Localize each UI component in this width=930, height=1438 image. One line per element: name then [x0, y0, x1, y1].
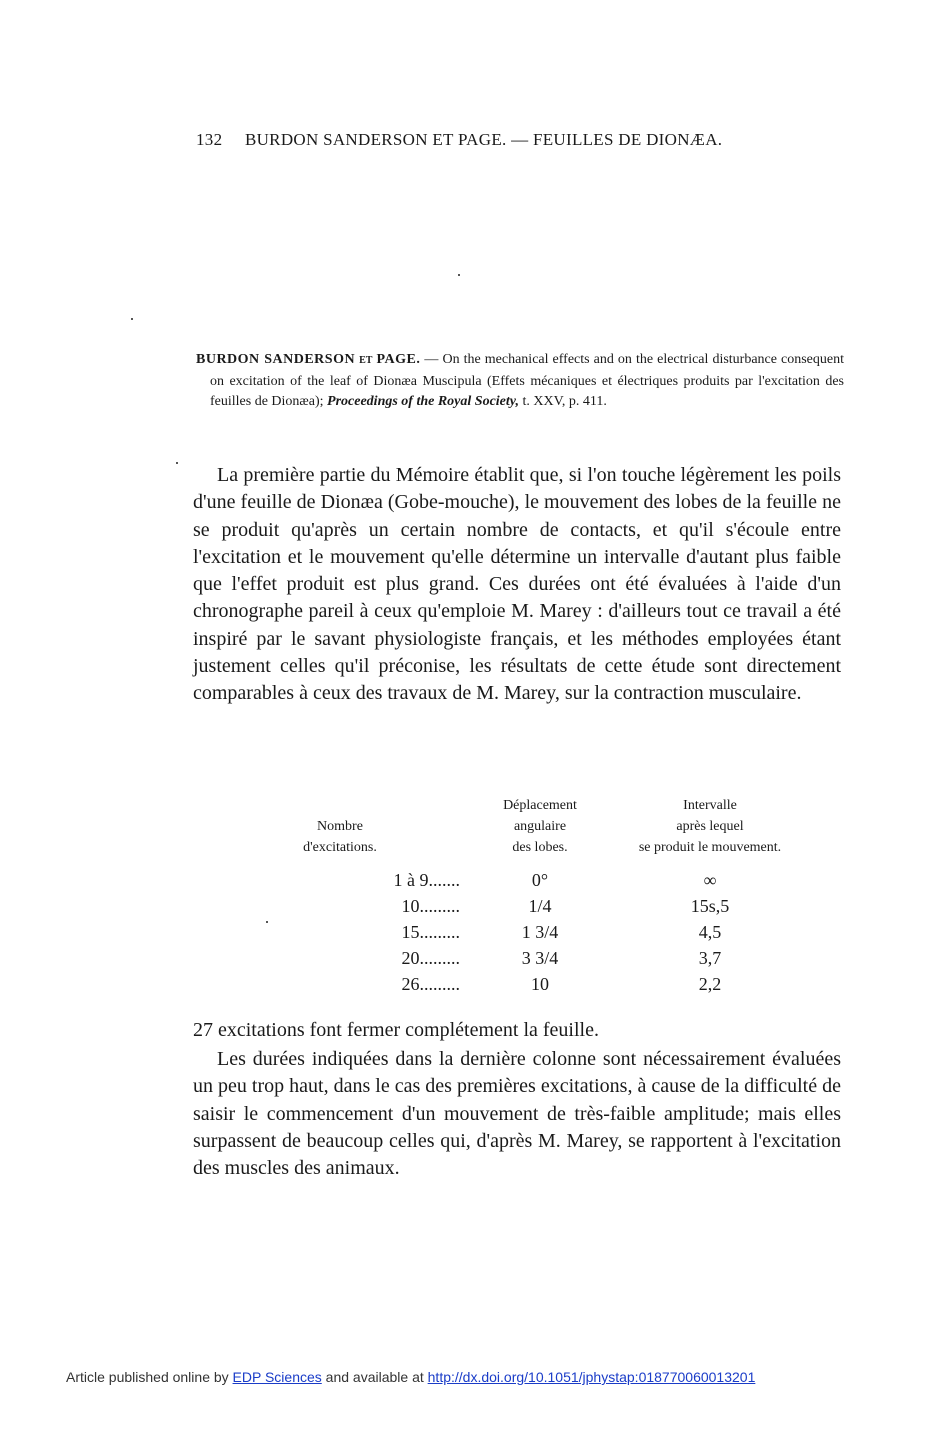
paragraph-3: Les durées indiquées dans la dernière colonne sont nécessairement évaluées un peu trop haut, dans le cas des premières excitations, à cause de la difficulté de saisir le commencement d'un mouvement de très-faible amplitude; mais elles surpassent de beaucoup celles qui, d'après M. Marey, se rapportent à l'excitation des muscles des animaux.: [193, 1048, 841, 1180]
cell-count: 15.........: [401, 922, 460, 942]
header-interval: [600, 795, 820, 858]
cell-count: 1 à 9.......: [393, 870, 460, 890]
print-speck: [176, 462, 178, 464]
footer: [66, 1369, 866, 1385]
paragraph-1: La première partie du Mémoire établit que, si l'on touche légèrement les poils d'une feuille de Dionæa (Gobe-mouche), le mouvement des lobes de la feuille ne se produit qu'après un certain nombre de contacts, et qu'il s'écoule entre l'excitation et le mouvement qu'elle détermine un intervalle d'autant plus faible que l'effet produit est plus grand. Ces durées ont été évaluées à l'aide d'un chronographe pareil à ceux qu'emploie M. Marey : d'ailleurs tout ce travail a été inspiré par le savant physiologiste français, et les méthodes employées étant justement celles qu'il préconise, les résultats de cette étude sont directement comparables à ceux des travaux de M. Marey, sur la contraction musculaire.: [193, 464, 841, 705]
reference-volume: t. XXV, p. 411.: [518, 394, 607, 409]
cell-interval: ∞: [703, 870, 717, 890]
header-interval-line: se produit le mouvement.: [638, 840, 782, 855]
cell-angle: 1/4: [528, 896, 552, 916]
cell-count: 20.........: [401, 948, 460, 968]
publisher-link[interactable]: EDP Sciences: [232, 1369, 322, 1385]
cell-angle: 3 3/4: [521, 948, 559, 968]
running-head-title: BURDON SANDERSON ET PAGE. — FEUILLES DE DIONÆA.: [244, 130, 723, 149]
header-interval-line: Intervalle: [683, 798, 737, 813]
footer-prefix: Article published online by: [66, 1369, 233, 1385]
header-count: [280, 816, 400, 858]
header-angle-line: Déplacement: [503, 798, 577, 813]
paragraph-2: 27 excitations font fermer complétement la feuille.: [193, 1019, 599, 1041]
cell-count: 26.........: [401, 974, 460, 994]
header-count-line: Nombre: [317, 819, 363, 834]
cell-count: 10.........: [401, 896, 460, 916]
cell-interval: 2,2: [698, 974, 722, 994]
cell-angle: 0°: [531, 870, 549, 890]
header-interval-line: après lequel: [676, 819, 744, 834]
table-row: [260, 896, 820, 922]
print-speck: [131, 318, 133, 320]
bibliographic-reference: [196, 350, 844, 413]
cell-interval: 3,7: [698, 948, 722, 968]
header-angle-line: angulaire: [513, 819, 567, 834]
cell-interval: 4,5: [698, 922, 722, 942]
reference-journal: Proceedings of the Royal Society,: [327, 394, 519, 409]
table-row: [260, 922, 820, 948]
header-angle: [475, 795, 605, 858]
header-count-line: d'excitations.: [303, 840, 377, 855]
running-head: [196, 130, 796, 150]
table-row: [260, 870, 820, 896]
reference-authors: BURDON SANDERSON: [196, 352, 356, 367]
cell-angle: 1 3/4: [521, 922, 559, 942]
reference-text: — On the mechanical effects and on the electrical disturbance consequent on excitation of the leaf of Dionæa Muscipula (Effets mécaniques et électriques produits par l'excitation des feuilles de Dionæa);: [210, 352, 844, 409]
print-speck: [458, 274, 460, 276]
cell-interval: 15s,5: [690, 896, 730, 916]
table-row: [260, 948, 820, 974]
header-angle-line: des lobes.: [512, 840, 568, 855]
cell-angle: 10: [531, 974, 549, 994]
page-number: 132: [196, 130, 223, 149]
table-row: [260, 974, 820, 1000]
reference-authors2: PAGE.: [376, 352, 421, 367]
footer-middle: and available at: [321, 1369, 428, 1385]
doi-link[interactable]: http://dx.doi.org/10.1051/jphystap:018770060013201: [427, 1369, 756, 1385]
reference-et: ET: [359, 355, 373, 366]
